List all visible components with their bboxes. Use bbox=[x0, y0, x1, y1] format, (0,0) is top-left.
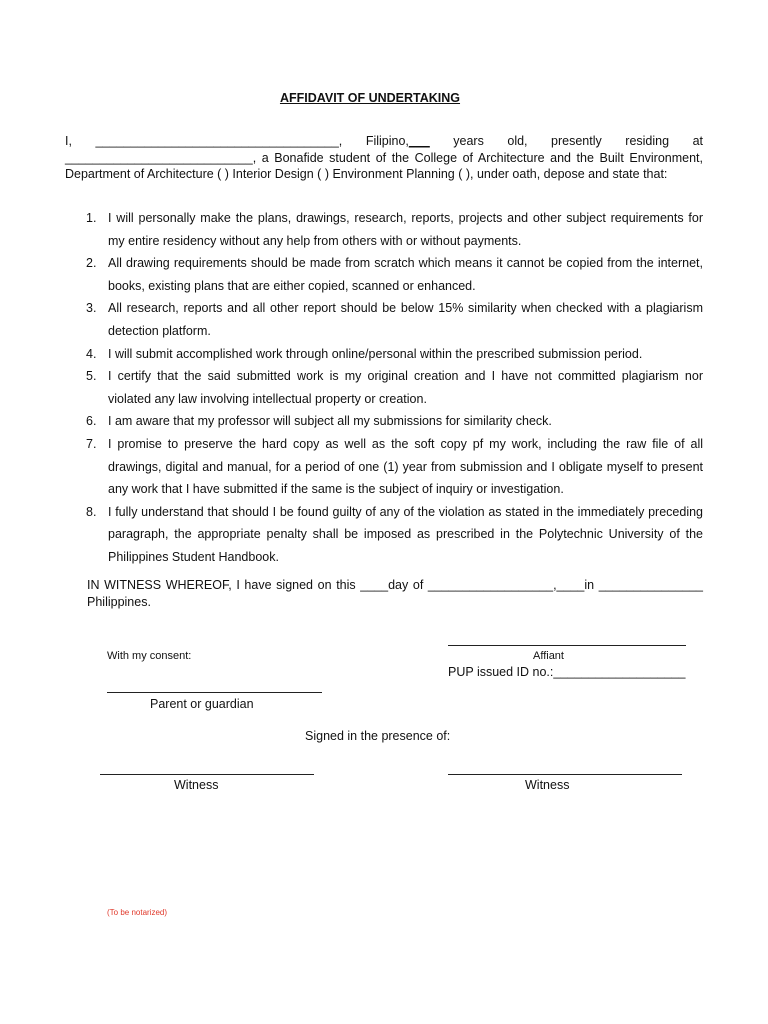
list-item bbox=[65, 297, 703, 342]
list-item bbox=[65, 501, 703, 569]
list-item-text: I certify that the said submitted work is my original creation and I have not committed plagiarism nor violated any law involving intellectual property or creation. bbox=[108, 369, 703, 406]
presence-label: Signed in the presence of: bbox=[305, 729, 451, 743]
list-item-text: I will submit accomplished work through online/personal within the prescribed submission period. bbox=[108, 346, 643, 361]
list-item-number: 2. bbox=[86, 256, 97, 271]
list-item bbox=[65, 252, 703, 297]
pup-id-field: PUP issued ID no.:___________________ bbox=[448, 665, 686, 679]
list-item-text: I fully understand that should I be found guilty of any of the violation as stated in the immediately preceding paragraph, the appropriate penalty shall be imposed as prescribed in the Polytechnic University of the Philippines Student Handbook. bbox=[108, 504, 703, 564]
document-title: AFFIDAVIT OF UNDERTAKING bbox=[279, 91, 461, 105]
list-item bbox=[65, 410, 703, 433]
list-item bbox=[65, 365, 703, 410]
list-item-number: 1. bbox=[86, 211, 97, 225]
list-item-text: I am aware that my professor will subject all my submissions for similarity check. bbox=[108, 414, 552, 429]
notarized-note: (To be notarized) bbox=[107, 908, 168, 917]
undertaking-list bbox=[65, 207, 703, 569]
intro-paragraph bbox=[65, 133, 703, 183]
list-item-number: 7. bbox=[86, 436, 97, 451]
list-item bbox=[65, 433, 703, 501]
list-item bbox=[65, 207, 703, 252]
intro-years-old: years old, presently residing at bbox=[453, 134, 703, 148]
list-item-text: All research, reports and all other report should be below 15% similarity when checked with a plagiarism detection platform. bbox=[108, 301, 703, 338]
parent-label: Parent or guardian bbox=[150, 697, 254, 711]
list-item bbox=[65, 343, 703, 366]
intro-filipino: Filipino, bbox=[365, 134, 409, 148]
witness-left-label: Witness bbox=[174, 778, 219, 792]
list-item-number: 5. bbox=[86, 369, 97, 384]
list-item-number: 3. bbox=[86, 301, 97, 316]
affiant-signature-line bbox=[448, 645, 686, 646]
age-blank: ___ bbox=[408, 134, 430, 148]
witness-clause: IN WITNESS WHEREOF, I have signed on this ____day of __________________,____in _______________ Philippines. bbox=[87, 578, 703, 609]
list-item-text: I will personally make the plans, drawings, research, reports, projects and other subject requirements for my entire residency without any help from others with or without payments. bbox=[108, 211, 703, 248]
parent-signature-line bbox=[107, 692, 322, 693]
name-blank: ___________________________________, bbox=[95, 134, 343, 148]
intro-rest: , a Bonafide student of the College of Architecture and the Built Environment, Department of Architecture ( ) Interior Design ( ) Environment Planning ( ), under oath, depose and state that: bbox=[65, 150, 703, 181]
consent-label: With my consent: bbox=[107, 650, 192, 662]
intro-i: I, bbox=[65, 134, 72, 148]
witness-left-signature-line bbox=[100, 774, 314, 775]
witness-right-signature-line bbox=[448, 774, 682, 775]
list-item-number: 8. bbox=[86, 504, 97, 519]
affiant-label: Affiant bbox=[533, 650, 564, 662]
list-item-text: I promise to preserve the hard copy as well as the soft copy pf my work, including the raw file of all drawings, digital and manual, for a period of one (1) year from submission and I obligate myself to present any work that I have submitted if the same is the subject of inquiry or investigation. bbox=[108, 436, 703, 497]
list-item-text: All drawing requirements should be made from scratch which means it cannot be copied from the internet, books, existing plans that are either copied, scanned or enhanced. bbox=[108, 256, 703, 293]
witness-right-label: Witness bbox=[525, 778, 570, 792]
address-blank: ___________________________ bbox=[65, 150, 253, 165]
list-item-number: 4. bbox=[86, 346, 97, 361]
list-item-number: 6. bbox=[86, 414, 97, 429]
